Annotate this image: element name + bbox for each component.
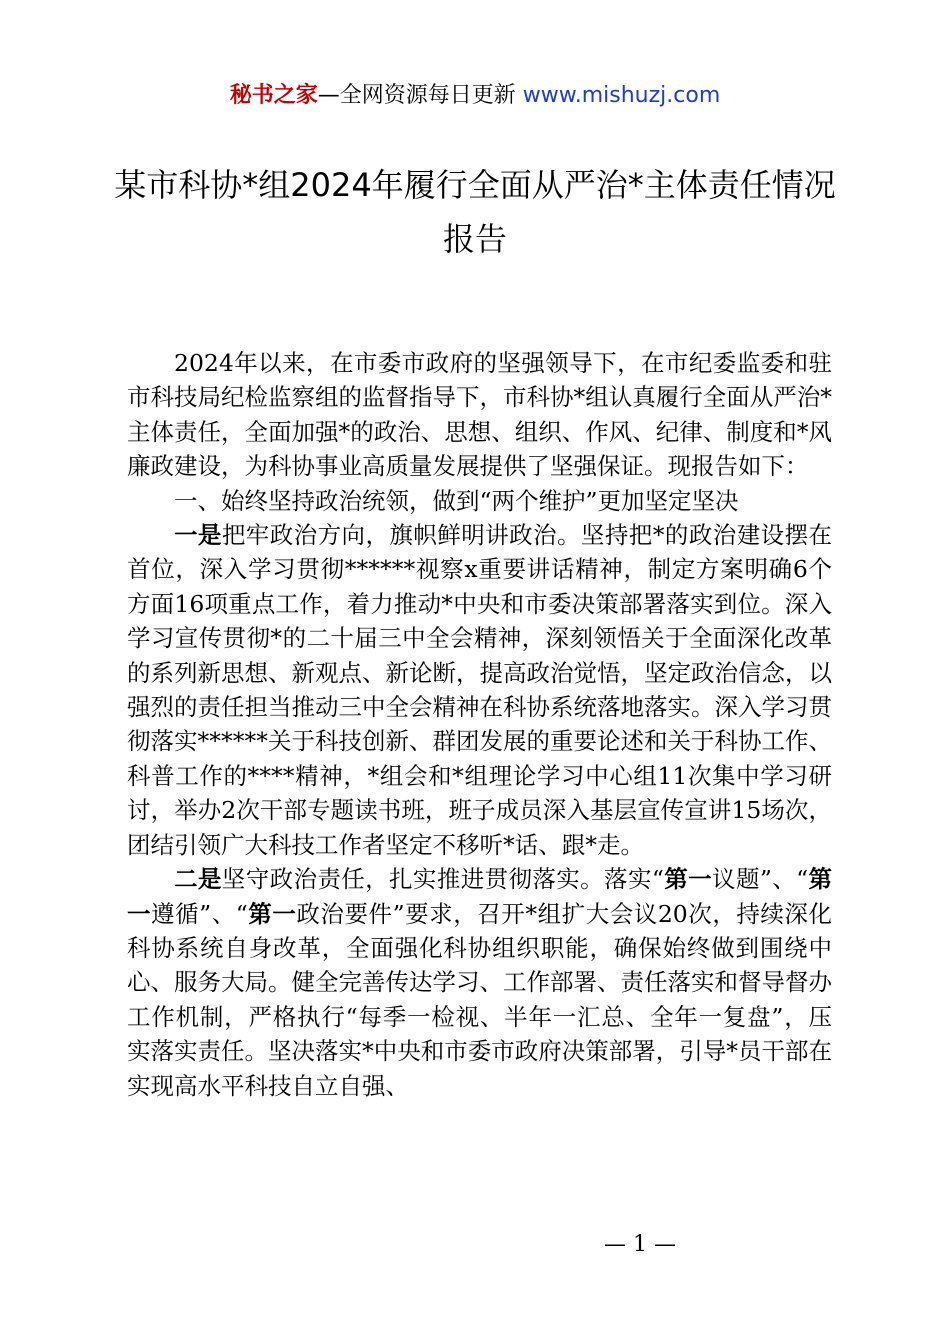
document-body: [127, 346, 832, 1103]
site-tagline: —全网资源每日更新: [317, 83, 516, 108]
site-url-link[interactable]: www.mishuzj.com: [522, 83, 721, 108]
paragraph-2-text-c: 遵循”、“: [151, 899, 248, 928]
page-number: — 1 —: [604, 1232, 676, 1257]
paragraph-2-bold-c: 第一: [247, 899, 297, 928]
paragraph-2-text-a: 坚守政治责任，扎实推进贯彻落实。落实“: [221, 865, 664, 894]
site-header: [0, 80, 950, 112]
document-title: 某市科协*组2024年履行全面从严治*主体责任情况报告: [114, 166, 836, 258]
paragraph-2-lead: 二是: [174, 865, 222, 894]
paragraph-1-lead: 一是: [174, 521, 222, 550]
paragraph-1-text: 把牢政治方向，旗帜鲜明讲政治。坚持把*的政治建设摆在首位，深入学习贯彻******视察x重要讲话精神，制定方案明确6个方面16项重点工作，着力推动*中央和市委决策部署落实到位。深入学习宣传贯彻*的二十届三中全会精神，深刻领悟关于全面深化改革的系列新思想、新观点、新论断，提高政治觉悟，坚定政治信念，以强烈的责任担当推动三中全会精神在科协系统落地落实。深入学习贯彻落实******关于科技创新、群团发展的重要论述和关于科协工作、科普工作的****精神，*组会和*组理论学习中心组11次集中学习研讨，举办2次干部专题读书班，班子成员深入基层宣传宣讲15场次，团结引领广大科技工作者坚定不移听*话、跟*走。: [127, 521, 833, 859]
paragraph-2-bold-b: 第一: [127, 865, 833, 928]
site-brand: 秘书之家: [229, 83, 318, 108]
paragraph-2-text-d: 政治要件”要求，召开*组扩大会议20次，持续深化科协系统自身改革，全面强化科协组织职能，确保始终做到围绕中心、服务大局。健全完善传达学习、工作部署、责任落实和督导督办工作机制，严格执行“每季一检视、半年一汇总、全年一复盘”，压实落实责任。坚决落实*中央和市委市政府决策部署，引导*员干部在实现高水平科技自立自强、: [127, 899, 833, 1100]
section-heading: 一、始终坚持政治统领，做到“两个维护”更加坚定坚决: [174, 486, 739, 515]
paragraph-2-text-b: 议题”、“: [712, 865, 809, 894]
intro-paragraph: 2024年以来，在市委市政府的坚强领导下，在市纪委监委和驻市科技局纪检监察组的监督指导下，市科协*组认真履行全面从严治*主体责任，全面加强*的政治、思想、组织、作风、纪律、制度和*风廉政建设，为科协事业高质量发展提供了坚强保证。现报告如下：: [127, 349, 832, 481]
paragraph-2-bold-a: 第一: [663, 865, 713, 894]
paragraph-1: [127, 518, 832, 862]
paragraph-2: [127, 862, 832, 1103]
